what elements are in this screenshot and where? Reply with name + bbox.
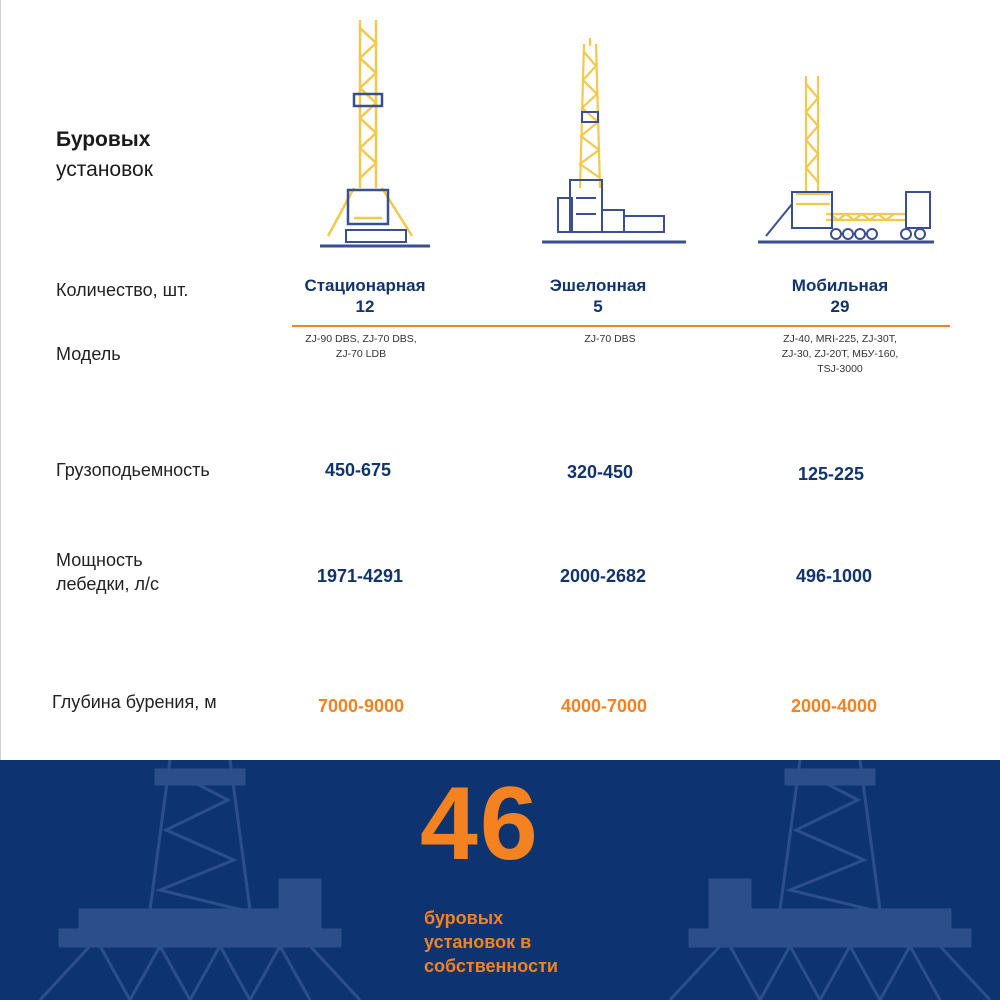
column-count-stationary: 12	[355, 297, 375, 316]
label-model: Модель	[56, 344, 121, 364]
column-name-echelon: Эшелонная	[549, 276, 647, 295]
depth-echelon: 4000-7000	[560, 696, 648, 716]
capacity-stationary: 450-675	[324, 460, 392, 480]
echelon-rig-icon	[540, 38, 690, 248]
label-depth: Глубина бурения, м	[52, 692, 217, 712]
label-power-line1: Мощность	[56, 550, 143, 570]
column-name-mobile: Мобильная	[791, 276, 889, 295]
label-power-line2: лебедки, л/с	[56, 574, 159, 594]
mobile-rig-icon	[756, 74, 936, 246]
column-count-mobile: 29	[830, 297, 850, 316]
power-stationary: 1971-4291	[316, 566, 404, 586]
rig-silhouette-right-icon	[650, 760, 1000, 1000]
model-line: ZJ-30, ZJ-20T, МБУ-160,	[781, 348, 899, 360]
model-line: ZJ-70 LDB	[335, 348, 387, 360]
left-border	[0, 0, 1, 760]
column-name-stationary: Стационарная	[304, 276, 426, 295]
model-line: ZJ-90 DBS, ZJ-70 DBS,	[305, 333, 417, 345]
model-line: ZJ-70 DBS	[584, 333, 636, 345]
header-divider	[292, 325, 950, 327]
caption-line-1: буровых	[424, 908, 504, 928]
label-capacity: Грузоподьемность	[56, 460, 210, 480]
models-echelon	[510, 332, 710, 347]
caption-line-2: установок в	[424, 932, 532, 952]
title-regular: установок	[56, 158, 153, 181]
rig-silhouette-left-icon	[20, 760, 380, 1000]
total-rigs-number: 46	[420, 766, 540, 882]
capacity-mobile: 125-225	[797, 464, 865, 484]
label-power	[56, 548, 159, 596]
capacity-echelon: 320-450	[566, 462, 634, 482]
title-bold: Буровых	[56, 128, 151, 151]
label-quantity: Количество, шт.	[56, 280, 189, 300]
total-rigs-caption	[424, 906, 558, 978]
caption-line-3: собственности	[424, 956, 558, 976]
power-mobile: 496-1000	[795, 566, 873, 586]
depth-mobile: 2000-4000	[790, 696, 878, 716]
depth-stationary: 7000-9000	[317, 696, 405, 716]
model-line: ZJ-40, MRI-225, ZJ-30T,	[783, 333, 897, 345]
power-echelon: 2000-2682	[559, 566, 647, 586]
models-stationary	[261, 332, 461, 362]
models-mobile	[740, 332, 940, 377]
model-line: TSJ-3000	[817, 363, 863, 375]
column-count-echelon: 5	[593, 297, 603, 316]
stationary-rig-icon	[320, 18, 430, 250]
